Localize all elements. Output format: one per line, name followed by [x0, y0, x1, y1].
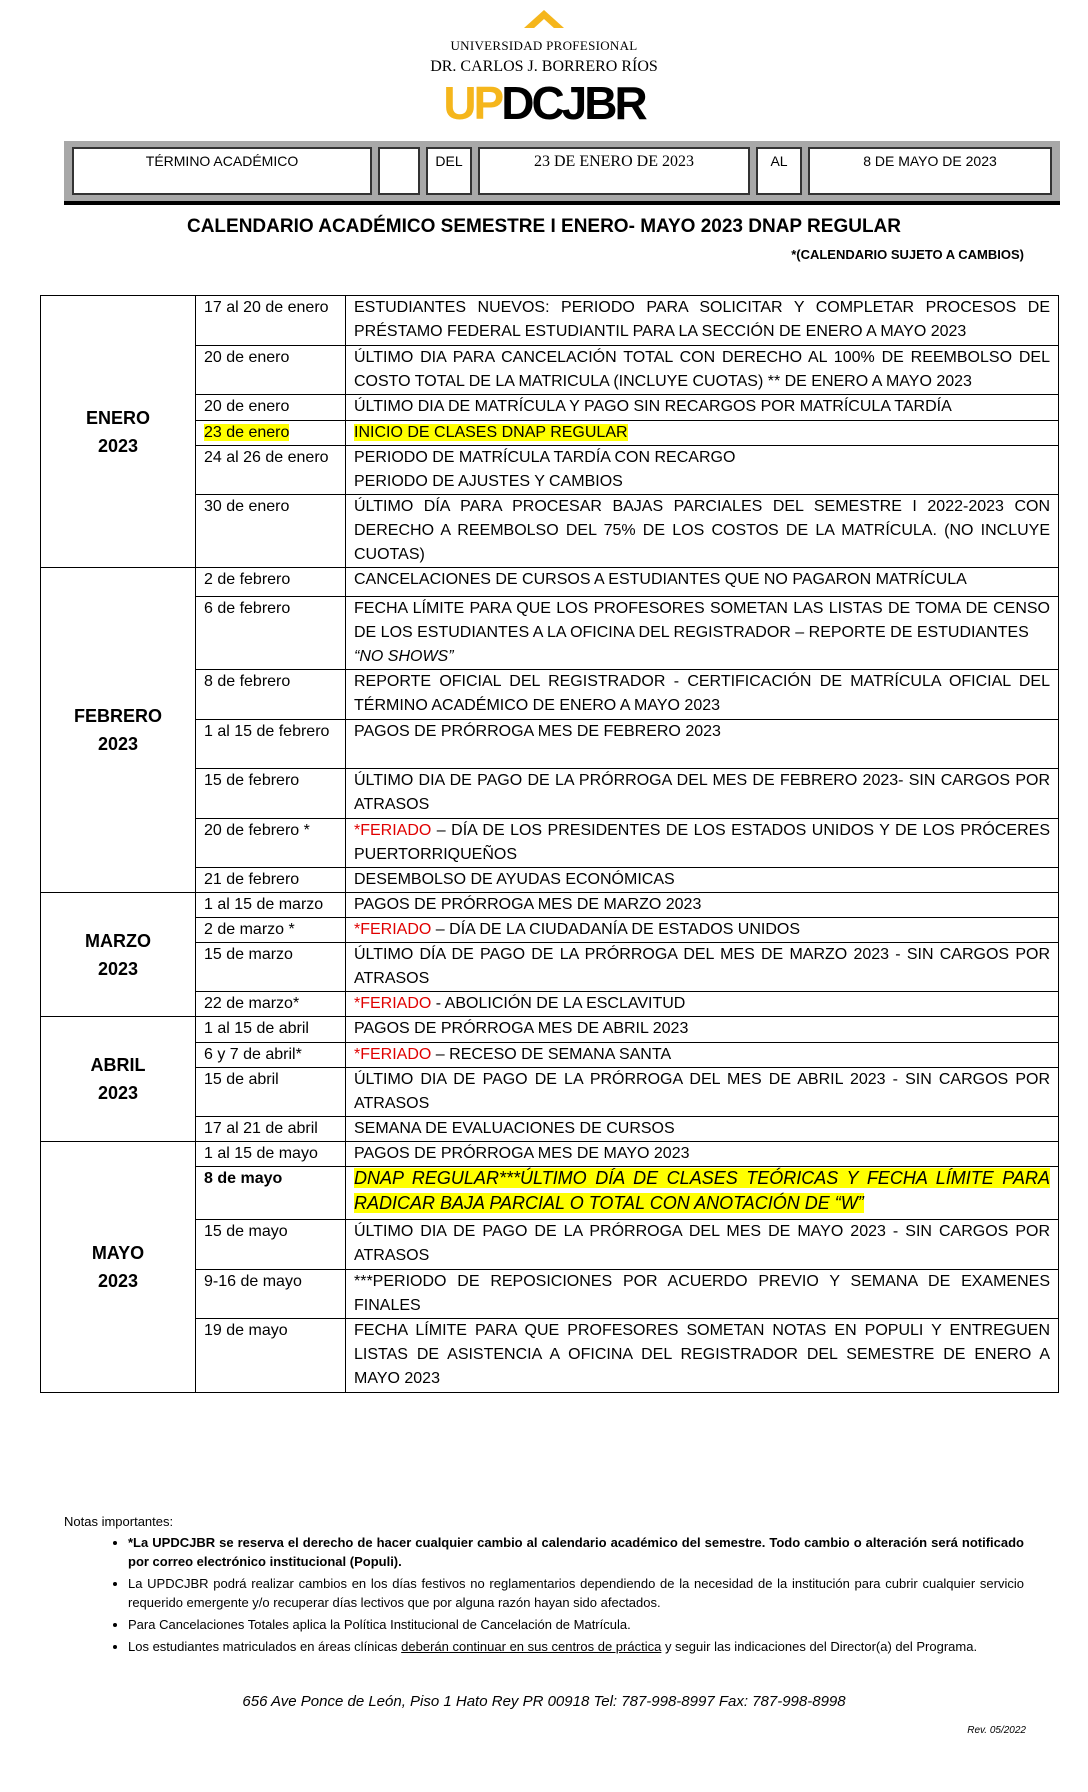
- event-text: FECHA LÍMITE PARA QUE PROFESORES SOMETAN NOTAS EN POPULI Y ENTREGUEN LISTAS DE ASISTENCIA A OFICINA DEL REGISTRADOR DEL SEMESTRE DE ENERO A MAYO 2023: [354, 1322, 1050, 1387]
- term-al: AL: [756, 147, 802, 195]
- event-cell: [346, 495, 1059, 568]
- page-title: CALENDARIO ACADÉMICO SEMESTRE I ENERO- MAYO 2023 DNAP REGULAR: [186, 216, 901, 237]
- holiday-label: *FERIADO: [354, 921, 432, 938]
- month-name: ENERO: [85, 407, 150, 428]
- date-text: 30 de enero: [204, 498, 290, 515]
- date-cell: [196, 1167, 346, 1220]
- subtitle: *(CALENDARIO SUJETO A CAMBIOS): [791, 247, 1024, 262]
- note-text: y seguir las indicaciones del Director(a) del Programa.: [661, 1639, 978, 1654]
- notes-heading: Notas importantes:: [64, 1514, 174, 1529]
- event-cell: [346, 346, 1059, 395]
- brand-rest: DCJBR: [501, 77, 645, 129]
- date-cell: [196, 446, 346, 495]
- date-text: 1 al 15 de mayo: [204, 1145, 318, 1162]
- footer-address: 656 Ave Ponce de León, Piso 1 Hato Rey PR 00918 Tel: 787-998-8997 Fax: 787-998-8998: [242, 1693, 846, 1710]
- date-cell: [196, 1142, 346, 1167]
- calendar-table: [40, 295, 1059, 1393]
- date-text: 8 de mayo: [204, 1170, 283, 1187]
- event-cell: [346, 1319, 1059, 1393]
- event-cell: [346, 1017, 1059, 1043]
- date-text: 24 al 26 de enero: [204, 449, 329, 466]
- event-cell: [346, 1220, 1059, 1270]
- date-cell: [196, 918, 346, 943]
- event-cell: [346, 943, 1059, 992]
- note-item: • *La UPDCJBR se reserva el derecho de hacer cualquier cambio al calendario académico del semestre. Todo cambio o alteración será notificado por correo electrónico institucional (Populi).: [128, 1533, 1024, 1571]
- table-row: [41, 296, 1059, 346]
- note-item: • Para Cancelaciones Totales aplica la Política Institucional de Cancelación de Matrícula.: [128, 1615, 1024, 1634]
- academic-term-box: [64, 141, 1060, 205]
- table-row: [41, 1142, 1059, 1167]
- month-year: 2023: [97, 1271, 139, 1291]
- month-name: MAYO: [91, 1243, 145, 1263]
- university-logo: [0, 10, 1088, 128]
- date-text: 8 de febrero: [204, 673, 291, 690]
- brand-up: UP: [443, 77, 502, 129]
- table-row: [41, 568, 1059, 597]
- event-text: PAGOS DE PRÓRROGA MES DE ABRIL 2023: [354, 1020, 689, 1037]
- event-text: ÚLTIMO DIA DE PAGO DE LA PRÓRROGA DEL MES DE FEBRERO 2023- SIN CARGOS POR ATRASOS: [354, 772, 1050, 813]
- term-end: 8 DE MAYO DE 2023: [808, 147, 1052, 195]
- event-cell: [346, 868, 1059, 893]
- date-text: 23 de enero: [204, 424, 290, 441]
- date-text: 2 de marzo *: [204, 921, 295, 938]
- event-text: - ABOLICIÓN DE LA ESCLAVITUD: [431, 995, 686, 1012]
- event-text: – RECESO DE SEMANA SANTA: [431, 1046, 672, 1063]
- holiday-label: *FERIADO: [354, 1046, 432, 1063]
- date-cell: [196, 568, 346, 597]
- date-cell: [196, 1017, 346, 1043]
- event-cell: [346, 421, 1059, 446]
- event-cell: [346, 819, 1059, 868]
- event-text: PAGOS DE PRÓRROGA MES DE MARZO 2023: [354, 896, 702, 913]
- date-text: 20 de enero: [204, 398, 290, 415]
- university-name-line2: DR. CARLOS J. BORRERO RÍOS: [430, 58, 658, 75]
- term-label: TÉRMINO ACADÉMICO: [72, 147, 372, 195]
- event-text: DNAP REGULAR***ÚLTIMO DÍA DE CLASES TEÓRICAS Y FECHA LÍMITE PARA RADICAR BAJA PARCIAL O TOTAL CON ANOTACIÓN DE “W”: [354, 1168, 1050, 1213]
- month-cell: [41, 296, 196, 568]
- date-text: 15 de marzo: [204, 946, 293, 963]
- date-cell: [196, 868, 346, 893]
- event-text: PERIODO DE MATRÍCULA TARDÍA CON RECARGO: [354, 449, 736, 466]
- event-cell: [346, 597, 1059, 670]
- date-text: 1 al 15 de febrero: [204, 723, 330, 740]
- table-row: [41, 893, 1059, 918]
- date-text: 20 de enero: [204, 349, 290, 366]
- event-text: ÚLTIMO DIA DE PAGO DE LA PRÓRROGA DEL MES DE MAYO 2023 - SIN CARGOS POR ATRASOS: [354, 1223, 1050, 1264]
- date-text: 21 de febrero: [204, 871, 300, 888]
- event-cell: [346, 893, 1059, 918]
- event-cell: [346, 670, 1059, 720]
- date-text: 9-16 de mayo: [204, 1273, 302, 1290]
- event-cell: [346, 720, 1059, 769]
- date-cell: [196, 296, 346, 346]
- event-text: SEMANA DE EVALUACIONES DE CURSOS: [354, 1120, 675, 1137]
- event-text: REPORTE OFICIAL DEL REGISTRADOR - CERTIFICACIÓN DE MATRÍCULA OFICIAL DEL TÉRMINO ACADÉMICO DE ENERO A MAYO 2023: [354, 673, 1050, 714]
- month-cell: [41, 568, 196, 893]
- event-text: PAGOS DE PRÓRROGA MES DE FEBRERO 2023: [354, 723, 721, 740]
- date-text: 17 al 21 de abril: [204, 1120, 318, 1137]
- term-start: 23 DE ENERO DE 2023: [478, 147, 750, 195]
- date-text: 15 de abril: [204, 1071, 279, 1088]
- event-cell: [346, 1043, 1059, 1068]
- month-year: 2023: [97, 734, 139, 754]
- event-cell: [346, 395, 1059, 421]
- event-cell: [346, 1142, 1059, 1167]
- holiday-label: *FERIADO: [354, 995, 432, 1012]
- note-text: Los estudiantes matriculados en áreas clínicas: [128, 1639, 402, 1654]
- month-name: MARZO: [85, 930, 151, 951]
- date-text: 15 de mayo: [204, 1223, 288, 1240]
- date-text: 22 de marzo*: [204, 995, 300, 1012]
- date-cell: [196, 992, 346, 1017]
- brand-wordmark: [0, 78, 1088, 128]
- date-cell: [196, 395, 346, 421]
- date-cell: [196, 819, 346, 868]
- date-cell: [196, 495, 346, 568]
- date-cell: [196, 346, 346, 395]
- event-cell: [346, 1270, 1059, 1319]
- event-cell: [346, 918, 1059, 943]
- note-item: • La UPDCJBR podrá realizar cambios en los días festivos no reglamentarios dependiendo de la necesidad de la institución para cubrir cualquier servicio requerido emergente y/o recuperar días lectivos que por alguna razón hayan sido afectados.: [128, 1574, 1024, 1612]
- holiday-label: *FERIADO: [354, 822, 432, 839]
- date-text: 6 y 7 de abril*: [204, 1046, 302, 1063]
- date-cell: [196, 597, 346, 670]
- date-cell: [196, 769, 346, 819]
- note-underlined: deberán continuar en sus centros de práctica: [401, 1639, 662, 1654]
- event-text: – DÍA DE LA CIUDADANÍA DE ESTADOS UNIDOS: [431, 921, 801, 938]
- event-text: ÚLTIMO DIA DE MATRÍCULA Y PAGO SIN RECARGOS POR MATRÍCULA TARDÍA: [354, 398, 952, 415]
- university-name-line1: UNIVERSIDAD PROFESIONAL: [450, 38, 638, 53]
- event-cell: [346, 446, 1059, 495]
- date-cell: [196, 1319, 346, 1393]
- date-cell: [196, 943, 346, 992]
- date-text: 1 al 15 de marzo: [204, 896, 324, 913]
- term-del: DEL: [426, 147, 472, 195]
- date-cell: [196, 1043, 346, 1068]
- date-cell: [196, 670, 346, 720]
- event-text: DESEMBOLSO DE AYUDAS ECONÓMICAS: [354, 871, 675, 888]
- event-cell: [346, 296, 1059, 346]
- month-cell: [41, 1017, 196, 1142]
- event-cell: [346, 568, 1059, 597]
- event-cell: [346, 1068, 1059, 1117]
- event-text: CANCELACIONES DE CURSOS A ESTUDIANTES QUE NO PAGARON MATRÍCULA: [354, 571, 967, 588]
- date-text: 20 de febrero *: [204, 822, 310, 839]
- date-cell: [196, 720, 346, 769]
- date-text: 1 al 15 de abril: [204, 1020, 309, 1037]
- date-text: 19 de mayo: [204, 1322, 288, 1339]
- revision-label: Rev. 05/2022: [967, 1725, 1026, 1736]
- note-item: [128, 1637, 1024, 1656]
- table-row: [41, 1017, 1059, 1043]
- date-cell: [196, 1270, 346, 1319]
- date-text: 17 al 20 de enero: [204, 299, 329, 316]
- date-cell: [196, 1117, 346, 1142]
- event-cell: [346, 992, 1059, 1017]
- chevron-logo-icon: [524, 10, 564, 28]
- date-text: 2 de febrero: [204, 571, 291, 588]
- date-cell: [196, 1220, 346, 1270]
- date-text: 6 de febrero: [204, 600, 291, 617]
- event-text: ÚLTIMO DIA DE PAGO DE LA PRÓRROGA DEL MES DE ABRIL 2023 - SIN CARGOS POR ATRASOS: [354, 1071, 1050, 1112]
- date-cell: [196, 893, 346, 918]
- event-text: ÚLTIMO DIA PARA CANCELACIÓN TOTAL CON DERECHO AL 100% DE REEMBOLSO DEL COSTO TOTAL DE LA MATRICULA (INCLUYE CUOTAS) ** DE ENERO A MAYO 2023: [354, 349, 1050, 390]
- month-year: 2023: [97, 958, 139, 979]
- event-cell: [346, 769, 1059, 819]
- event-text: ***PERIODO DE REPOSICIONES POR ACUERDO PREVIO Y SEMANA DE EXAMENES FINALES: [354, 1273, 1050, 1314]
- event-text: ÚLTIMO DÍA DE PAGO DE LA PRÓRROGA DEL MES DE MARZO 2023 - SIN CARGOS POR ATRASOS: [354, 946, 1050, 987]
- event-text: ÚLTIMO DÍA PARA PROCESAR BAJAS PARCIALES DEL SEMESTRE I 2022-2023 CON DERECHO A REEMBOLSO DEL 75% DE LOS COSTOS DE LA MATRÍCULA. (NO INCLUYE CUOTAS): [354, 498, 1050, 563]
- date-text: 15 de febrero: [204, 772, 300, 789]
- month-name: ABRIL: [90, 1055, 146, 1075]
- month-year: 2023: [97, 1083, 139, 1103]
- date-cell: [196, 421, 346, 446]
- month-year: 2023: [97, 435, 139, 456]
- event-text-2: PERIODO DE AJUSTES Y CAMBIOS: [354, 473, 623, 490]
- event-text: INICIO DE CLASES DNAP REGULAR: [354, 424, 628, 441]
- date-cell: [196, 1068, 346, 1117]
- month-name: FEBRERO: [73, 706, 162, 726]
- event-text: FECHA LÍMITE PARA QUE LOS PROFESORES SOMETAN LAS LISTAS DE TOMA DE CENSO DE LOS ESTUDIANTES A LA OFICINA DEL REGISTRADOR – REPORTE DE ESTUDIANTES: [354, 600, 1050, 641]
- month-cell: [41, 1142, 196, 1393]
- event-cell: [346, 1167, 1059, 1220]
- term-blank: [378, 147, 420, 195]
- event-text: PAGOS DE PRÓRROGA MES DE MAYO 2023: [354, 1145, 690, 1162]
- event-cell: [346, 1117, 1059, 1142]
- month-cell: [41, 893, 196, 1017]
- event-text: ESTUDIANTES NUEVOS: PERIODO PARA SOLICITAR Y COMPLETAR PROCESOS DE PRÉSTAMO FEDERAL ESTUDIANTIL PARA LA SECCIÓN DE ENERO A MAYO 2023: [354, 299, 1050, 340]
- event-text-italic: “NO SHOWS”: [354, 648, 454, 665]
- notes-section: [64, 1512, 1024, 1659]
- event-text: – DÍA DE LOS PRESIDENTES DE LOS ESTADOS UNIDOS Y DE LOS PRÓCERES PUERTORRIQUEÑOS: [354, 822, 1050, 863]
